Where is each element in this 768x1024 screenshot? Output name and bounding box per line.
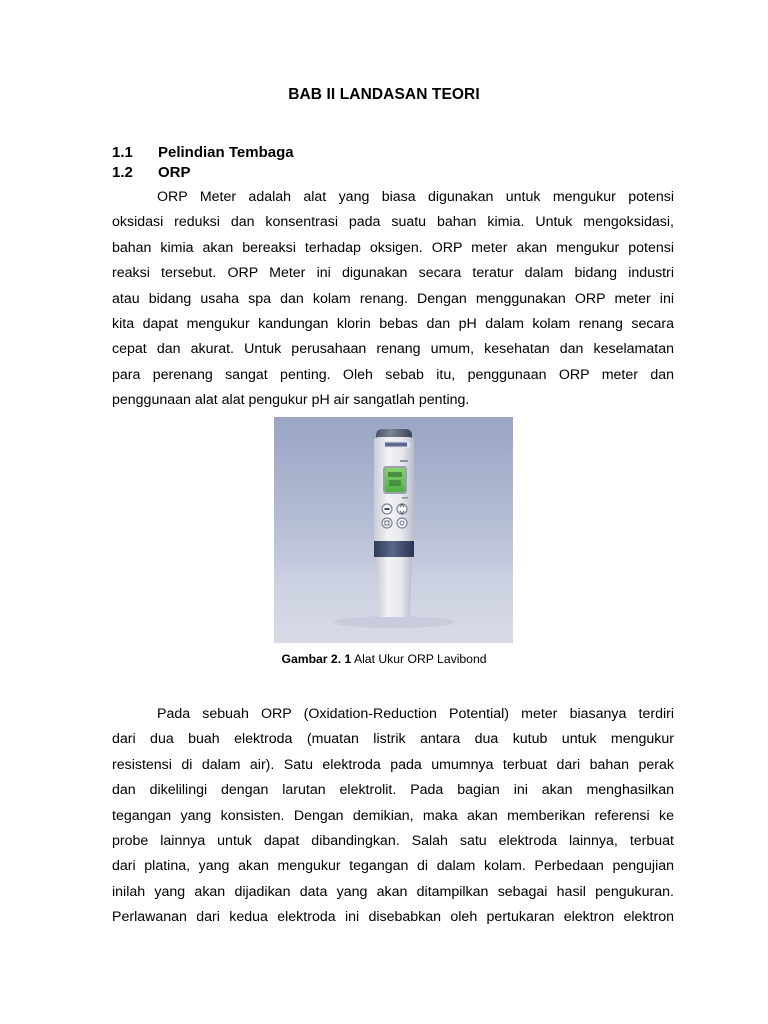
text-line: resistensi di dalam air). Satu elektroda pada umumnya terbuat dari bahan perak	[112, 756, 674, 773]
text-line: Pada sebuah ORP (Oxidation-Reduction Potential) meter biasanya terdiri	[157, 706, 674, 722]
text-line: probe lainnya untuk dapat dibandingkan. Salah satu elektroda lainnya, terbuat	[112, 832, 674, 849]
text-line: bahan kimia akan bereaksi terhadap oksigen. ORP meter akan mengukur potensi	[112, 239, 674, 256]
text-line: ORP Meter adalah alat yang biasa digunakan untuk mengukur potensi	[157, 189, 674, 205]
section-heading-1-1	[112, 144, 294, 161]
paragraph-orp-intro	[112, 185, 674, 414]
section-heading-1-2	[112, 164, 191, 181]
text-line: kita dapat mengukur kandungan klorin bebas dan pH dalam kolam renang secara	[112, 315, 674, 332]
paragraph-orp-electrodes	[112, 702, 674, 931]
section-number: 1.1	[112, 144, 133, 161]
caption-text: Alat Ukur ORP Lavibond	[351, 652, 487, 666]
text-line: inilah yang akan dijadikan data yang akan ditampilkan sebagai hasil pengukuran.	[112, 883, 674, 900]
text-line: Perlawanan dari kedua elektroda ini disebabkan oleh pertukaran elektron elektron	[112, 909, 674, 926]
text-line: atau bidang usaha spa dan kolam renang. Dengan menggunakan ORP meter ini	[112, 290, 674, 307]
section-number: 1.2	[112, 164, 133, 181]
section-title: Pelindian Tembaga	[158, 144, 294, 161]
figure-caption	[0, 652, 768, 666]
text-line: reaksi tersebut. ORP Meter ini digunakan secara teratur dalam bidang industri	[112, 265, 674, 282]
chapter-title: BAB II LANDASAN TEORI	[288, 86, 480, 103]
text-line: dari platina, yang akan mengukur tegangan di dalam kolam. Perbedaan pengujian	[112, 858, 674, 875]
text-line: dan dikelilingi dengan larutan elektrolit. Pada bagian ini akan menghasilkan	[112, 782, 674, 799]
section-title: ORP	[158, 164, 191, 181]
orp-meter-photo	[274, 417, 513, 643]
text-line: penggunaan alat alat pengukur pH air sangatlah penting.	[112, 392, 470, 409]
caption-label: Gambar 2. 1	[281, 652, 352, 666]
text-line: cepat dan akurat. Untuk perusahaan renang umum, kesehatan dan keselamatan	[112, 341, 674, 358]
text-line: oksidasi reduksi dan konsentrasi pada suatu bahan kimia. Untuk mengoksidasi,	[112, 214, 674, 231]
orp-meter-illustration	[274, 417, 513, 643]
text-line: tegangan yang konsisten. Dengan demikian, maka akan memberikan referensi ke	[112, 807, 674, 824]
text-line: dari dua buah elektroda (muatan listrik antara dua kutub untuk mengukur	[112, 731, 674, 748]
text-line: para perenang sangat penting. Oleh sebab itu, penggunaan ORP meter dan	[112, 366, 674, 383]
